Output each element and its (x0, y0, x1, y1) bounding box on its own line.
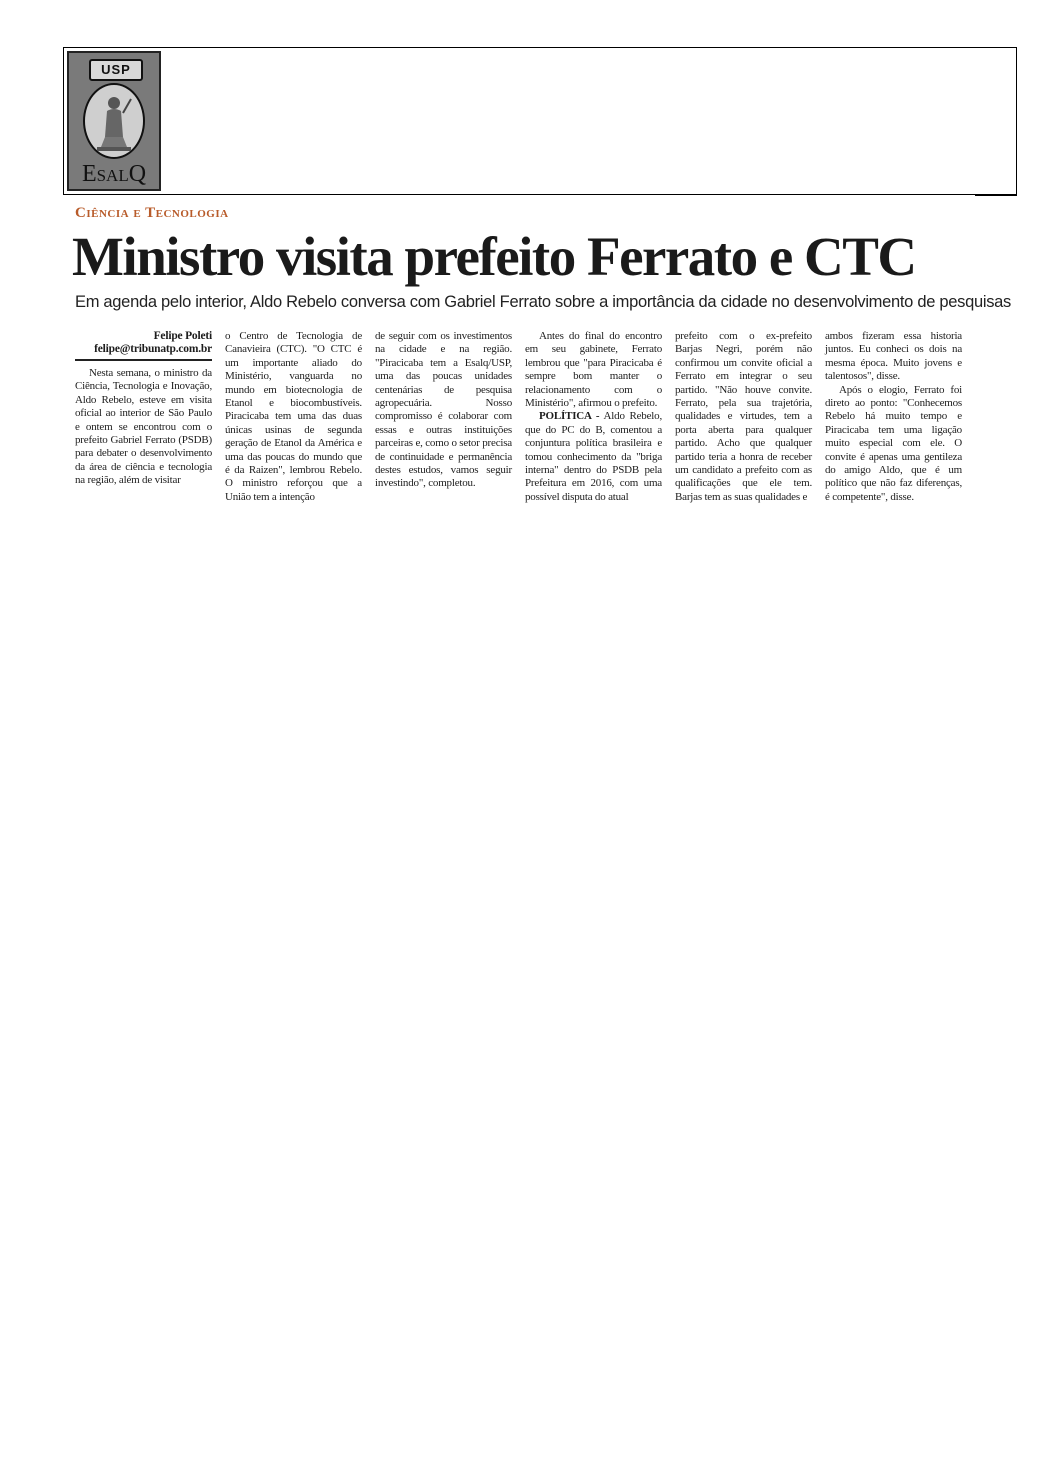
column-text: o Centro de Tecnologia de Canavieira (CTC). "O CTC é um importante aliado do Ministério, vanguarda no mundo em biotecnologia de Etanol e biocombustíveis. Piracicaba tem uma das duas únicas usinas de segunda geração de Etanol da América e uma das poucas do mundo que é da Raizen", lembrou Rebelo. O ministro reforçou que a União tem a intenção (225, 330, 362, 503)
byline-email: felipe@tribunatp.com.br (94, 343, 212, 355)
article-column-5 (675, 330, 812, 504)
column-text: Após o elogio, Ferrato foi direto ao ponto: "Conhecemos Rebelo há muito tempo e Piracicaba tem uma ligação muito especial com ele. O convite é apenas uma gentileza do amigo Aldo, que é um político que não faz diferenças, é competente", disse. (825, 383, 962, 503)
column-text: Nesta semana, o ministro da Ciência, Tecnologia e Inovação, Aldo Rebelo, esteve em visita oficial ao interior de São Paulo e ontem se encontrou com o prefeito Gabriel Ferrato (PSDB) para debater o desenvolvimento da área de ciência e tecnologia na região, além de visitar (75, 367, 212, 487)
column-text: Antes do final do encontro em seu gabinete, Ferrato lembrou que "para Piracicaba é sempre bom manter o relacionamento com o Ministério", afirmou o prefeito. (525, 330, 662, 410)
politica-text: Aldo Rebelo, que do PC do B, comentou a conjuntura política brasileira e tomou conhecimento da "briga interna" dentro do PSDB pela Prefeitura em 2016, com uma possível disputa do atual (525, 410, 662, 503)
byline-name: Felipe Poleti (153, 330, 212, 342)
article-column-6 (825, 330, 962, 504)
header-divider (975, 195, 1017, 196)
clipping-header (63, 47, 1017, 195)
article-column-2 (225, 330, 362, 504)
esalq-logo (67, 51, 161, 191)
usp-logo-text: USP (89, 59, 143, 81)
esalq-logo-text: EsalQ (81, 161, 147, 187)
politica-paragraph (525, 410, 662, 504)
university-seal-icon (83, 83, 145, 159)
article-subtitle: Em agenda pelo interior, Aldo Rebelo conversa com Gabriel Ferrato sobre a importância da cidade no desenvolvimento de pesquisas (75, 293, 1011, 311)
article-headline: Ministro visita prefeito Ferrato e CTC (72, 226, 916, 287)
article-column-3 (375, 330, 512, 491)
column-text: de seguir com os investimentos na cidade e na região. "Piracicaba tem a Esalq/USP, uma das poucas unidades centenárias de pesquisa agropecuária. Nosso compromisso é colaborar com essas e outras instituições parceiras e, como o setor precisa de continuidade e permanência destes estudos, vamos seguir investindo", completou. (375, 330, 512, 490)
article-column-4 (525, 330, 662, 504)
byline-divider (75, 359, 212, 361)
column-text: ambos fizeram essa historia juntos. Eu conheci os dois na mesma época. Muito jovens e talentosos", disse. (825, 330, 962, 383)
article-column-1 (75, 330, 212, 488)
column-text: prefeito com o ex-prefeito Barjas Negri, porém não confirmou um convite oficial a Ferrato em integrar o seu partido. "Não houve convite. Ferrato, pela sua trajetória, qualidades e virtudes, tem a porta aberta para qualquer partido. Acho que qualquer partido teria a honra de receber um candidato a prefeito com as qualificações que ele tem. Barjas tem as suas qualidades e (675, 330, 812, 503)
politica-label: POLÍTICA - (539, 410, 600, 423)
section-label: Ciência e Tecnologia (75, 205, 229, 221)
